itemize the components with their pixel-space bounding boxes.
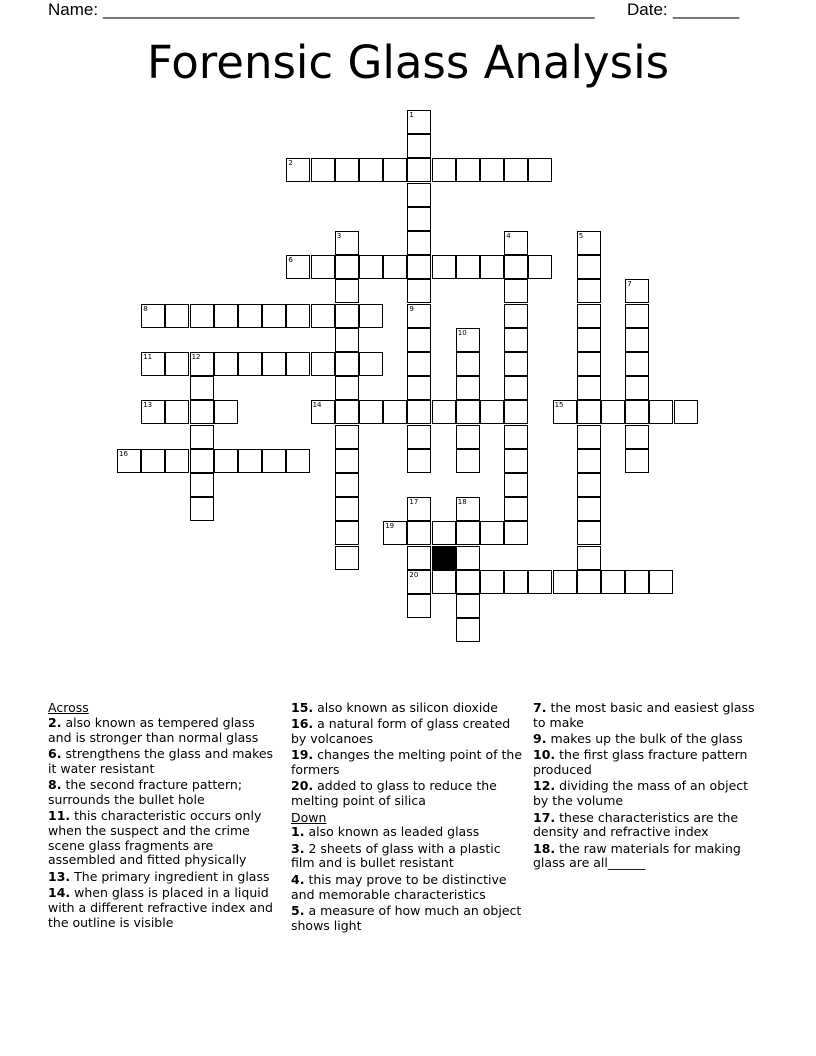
clue-number-11: 11	[143, 353, 153, 361]
grid-cell[interactable]	[238, 449, 262, 473]
grid-cell[interactable]	[601, 400, 625, 424]
clue-number-9: 9	[409, 304, 414, 313]
clue-number-1: 1	[409, 111, 414, 119]
grid-cell[interactable]	[335, 328, 359, 352]
grid-cell[interactable]	[311, 352, 335, 376]
clue-across-14: 14. when glass is placed in a liquid with a different refractive index and the outline is visible	[48, 885, 273, 930]
grid-cell[interactable]	[335, 521, 359, 545]
clue-number-4: 4	[506, 232, 511, 240]
name-label: Name:	[48, 0, 99, 19]
grid-cell[interactable]	[165, 449, 189, 473]
grid-cell[interactable]	[214, 400, 238, 424]
clue-number-20: 20	[409, 570, 419, 579]
clue-number-10: 10	[457, 328, 467, 337]
grid-cell[interactable]	[335, 546, 359, 570]
grid-cell[interactable]	[311, 304, 335, 328]
grid-cell[interactable]	[335, 255, 359, 279]
grid-cell[interactable]	[625, 328, 649, 352]
date-field[interactable]: _______	[673, 0, 740, 19]
grid-cell[interactable]	[407, 328, 431, 352]
grid-cell[interactable]	[577, 376, 601, 400]
grid-cell[interactable]	[335, 497, 359, 521]
blocked-cell	[432, 546, 456, 570]
clue-down-1: 1. also known as leaded glass	[291, 824, 480, 840]
across-heading: Across	[48, 700, 89, 715]
grid-cell[interactable]	[335, 449, 359, 473]
grid-cell[interactable]	[214, 304, 238, 328]
grid-cell[interactable]	[504, 400, 528, 424]
grid-cell[interactable]	[407, 207, 431, 231]
grid-cell[interactable]	[311, 255, 335, 279]
clue-number-18: 18	[457, 498, 467, 507]
clue-down-10: 10. the first glass fracture pattern produced	[533, 747, 748, 778]
clue-down-17: 17. these characteristics are the density and refractive index	[533, 809, 739, 840]
clue-down-9: 9. makes up the bulk of the glass	[533, 731, 743, 747]
grid-cell[interactable]	[238, 304, 262, 328]
grid-cell[interactable]	[504, 570, 528, 594]
grid-cell[interactable]	[577, 352, 601, 376]
clue-down-5: 5. a measure of how much an object shows light	[291, 902, 522, 933]
clue-number-14: 14	[312, 401, 322, 410]
grid-cell[interactable]	[480, 158, 504, 182]
clue-down-3: 3. 2 sheets of glass with a plastic film and is bullet resistant	[291, 840, 501, 871]
grid-cell[interactable]	[432, 255, 456, 279]
grid-cell[interactable]	[262, 304, 286, 328]
grid-cell[interactable]	[190, 473, 214, 497]
grid-cell[interactable]	[625, 449, 649, 473]
clue-down-12: 12. dividing the mass of an object by the volume	[533, 778, 749, 809]
clue-across-11: 11. this characteristic occurs only when the suspect and the crime scene glass fragments are assembled and fitted physically	[48, 808, 262, 868]
clues-column-3	[533, 701, 765, 873]
grid-cell[interactable]	[286, 352, 310, 376]
grid-cell[interactable]	[407, 183, 431, 207]
date-label: Date:	[627, 0, 668, 19]
clue-number-2: 2	[288, 159, 293, 168]
grid-cell[interactable]	[577, 449, 601, 473]
clues-column-1	[48, 701, 280, 932]
grid-cell[interactable]	[407, 231, 431, 255]
clue-number-7: 7	[627, 280, 632, 289]
clue-down-4: 4. this may prove to be distinctive and memorable characteristics	[291, 871, 507, 902]
clue-down-7: 7. the most basic and easiest glass to make	[533, 700, 755, 730]
grid-cell[interactable]	[432, 400, 456, 424]
grid-cell[interactable]	[504, 376, 528, 400]
grid-cell[interactable]	[407, 376, 431, 400]
grid-cell[interactable]	[383, 255, 407, 279]
grid-cell[interactable]	[577, 521, 601, 545]
clue-number-12: 12	[191, 353, 201, 361]
grid-cell[interactable]	[456, 449, 480, 473]
grid-cell[interactable]	[625, 570, 649, 594]
grid-cell[interactable]	[214, 352, 238, 376]
grid-cell[interactable]	[407, 134, 431, 158]
grid-cell[interactable]	[528, 255, 552, 279]
grid-cell[interactable]	[359, 255, 383, 279]
grid-cell[interactable]	[407, 352, 431, 376]
grid-cell[interactable]	[456, 570, 480, 594]
page-title: Forensic Glass Analysis	[146, 36, 670, 89]
grid-cell[interactable]	[456, 425, 480, 449]
clue-across-20: 20. added to glass to reduce the melting point of silica	[291, 778, 497, 809]
grid-cell[interactable]	[359, 352, 383, 376]
clue-number-8: 8	[143, 304, 148, 313]
grid-cell[interactable]	[456, 594, 480, 618]
grid-cell[interactable]	[190, 376, 214, 400]
grid-cell[interactable]	[335, 376, 359, 400]
grid-cell[interactable]	[335, 279, 359, 303]
grid-cell[interactable]	[190, 425, 214, 449]
clue-number-17: 17	[409, 498, 419, 507]
grid-cell[interactable]	[335, 352, 359, 376]
grid-cell[interactable]	[165, 400, 189, 424]
grid-cell[interactable]	[214, 449, 238, 473]
grid-cell[interactable]	[504, 304, 528, 328]
grid-cell[interactable]	[407, 158, 431, 182]
grid-cell[interactable]	[407, 400, 431, 424]
grid-cell[interactable]	[359, 400, 383, 424]
grid-cell[interactable]	[432, 158, 456, 182]
clue-number-15: 15	[554, 401, 564, 410]
grid-cell[interactable]	[577, 425, 601, 449]
grid-cell[interactable]	[359, 304, 383, 328]
name-field[interactable]: ____________________________________________________	[103, 0, 595, 19]
grid-cell[interactable]	[528, 570, 552, 594]
grid-cell[interactable]	[407, 546, 431, 570]
clue-across-8: 8. the second fracture pattern; surrounds the bullet hole	[48, 776, 243, 807]
grid-cell[interactable]	[504, 473, 528, 497]
grid-cell[interactable]	[577, 279, 601, 303]
grid-cell[interactable]	[625, 304, 649, 328]
clue-number-5: 5	[578, 232, 584, 240]
grid-cell[interactable]	[577, 304, 601, 328]
grid-cell[interactable]	[190, 449, 214, 473]
grid-cell[interactable]	[504, 352, 528, 376]
clue-number-6: 6	[288, 256, 293, 265]
grid-cell[interactable]	[625, 400, 649, 424]
clue-down-18: 18. the raw materials for making glass are all______	[533, 840, 741, 871]
grid-cell[interactable]	[262, 449, 286, 473]
grid-cell[interactable]	[649, 400, 673, 424]
grid-cell[interactable]	[407, 521, 431, 545]
grid-cell[interactable]	[456, 255, 480, 279]
clue-across-19: 19. changes the melting point of the formers	[291, 747, 523, 778]
grid-cell[interactable]	[456, 158, 480, 182]
grid-cell[interactable]	[456, 376, 480, 400]
grid-cell[interactable]	[335, 158, 359, 182]
clue-across-16: 16. a natural form of glass created by volcanoes	[291, 716, 511, 747]
grid-cell[interactable]	[456, 352, 480, 376]
clues-column-2	[291, 701, 523, 935]
grid-cell[interactable]	[577, 473, 601, 497]
grid-cell[interactable]	[165, 304, 189, 328]
grid-cell[interactable]	[504, 497, 528, 521]
grid-cell[interactable]	[286, 449, 310, 473]
grid-cell[interactable]	[504, 279, 528, 303]
grid-cell[interactable]	[335, 425, 359, 449]
grid-cell[interactable]	[432, 521, 456, 545]
grid-cell[interactable]	[190, 304, 214, 328]
grid-cell[interactable]	[311, 158, 335, 182]
grid-cell[interactable]	[190, 400, 214, 424]
grid-cell[interactable]	[625, 425, 649, 449]
grid-cell[interactable]	[577, 570, 601, 594]
grid-cell[interactable]	[165, 352, 189, 376]
grid-cell[interactable]	[407, 594, 431, 618]
grid-cell[interactable]	[649, 570, 673, 594]
grid-cell[interactable]	[407, 425, 431, 449]
grid-cell[interactable]	[625, 376, 649, 400]
grid-cell[interactable]	[262, 352, 286, 376]
clue-number-13: 13	[143, 401, 153, 410]
grid-cell[interactable]	[601, 570, 625, 594]
clue-number-3: 3	[336, 232, 342, 240]
grid-cell[interactable]	[504, 158, 528, 182]
clue-across-15: 15. also known as silicon dioxide	[291, 700, 498, 715]
clue-across-6: 6. strengthens the glass and makes it water resistant	[48, 745, 274, 776]
grid-cell[interactable]	[456, 521, 480, 545]
grid-cell[interactable]	[480, 400, 504, 424]
grid-cell[interactable]	[553, 570, 577, 594]
grid-cell[interactable]	[504, 425, 528, 449]
grid-cell[interactable]	[504, 449, 528, 473]
grid-cell[interactable]	[528, 158, 552, 182]
clue-across-13: 13. The primary ingredient in glass	[48, 868, 270, 884]
grid-cell[interactable]	[577, 546, 601, 570]
grid-cell[interactable]	[407, 449, 431, 473]
grid-cell[interactable]	[504, 521, 528, 545]
down-heading: Down	[291, 809, 327, 825]
grid-cell[interactable]	[577, 497, 601, 521]
grid-cell[interactable]	[286, 304, 310, 328]
clue-number-19: 19	[385, 522, 395, 531]
grid-cell[interactable]	[335, 473, 359, 497]
grid-cell[interactable]	[504, 255, 528, 279]
grid-cell[interactable]	[577, 255, 601, 279]
grid-cell[interactable]	[383, 158, 407, 182]
grid-cell[interactable]	[480, 521, 504, 545]
grid-cell[interactable]	[480, 255, 504, 279]
grid-cell[interactable]	[456, 400, 480, 424]
grid-cell[interactable]	[432, 570, 456, 594]
grid-cell[interactable]	[190, 497, 214, 521]
grid-cell[interactable]	[141, 449, 165, 473]
grid-cell[interactable]	[577, 400, 601, 424]
grid-cell[interactable]	[383, 400, 407, 424]
grid-cell[interactable]	[238, 352, 262, 376]
grid-cell[interactable]	[456, 618, 480, 642]
grid-cell[interactable]	[480, 570, 504, 594]
grid-cell[interactable]	[335, 304, 359, 328]
grid-cell[interactable]	[407, 255, 431, 279]
grid-cell[interactable]	[625, 352, 649, 376]
grid-cell[interactable]	[504, 328, 528, 352]
grid-cell[interactable]	[407, 279, 431, 303]
grid-cell[interactable]	[456, 546, 480, 570]
grid-cell[interactable]	[335, 400, 359, 424]
clue-across-2: 2. also known as tempered glass and is stronger than normal glass	[48, 714, 259, 745]
grid-cell[interactable]	[674, 400, 698, 424]
grid-cell[interactable]	[577, 328, 601, 352]
grid-cell[interactable]	[359, 158, 383, 182]
clue-number-16: 16	[119, 449, 128, 458]
